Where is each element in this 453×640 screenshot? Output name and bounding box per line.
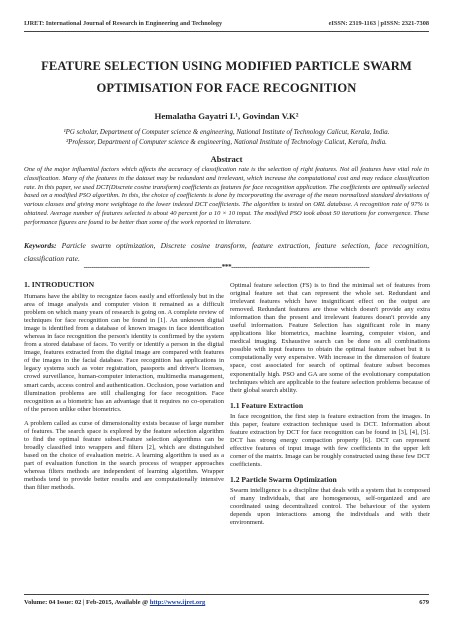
abstract-text: One of the major influential factors which affects the accuracy of classification rate is the selection of right features. Not all features have vital role in classification. Many of the features in the dataset may be redundant and irrelevant, which increase the computational cost and may reduce classification rate. In this paper, we used DCT(Discrete cosine transform) coefficients as features for face recognition application. The coefficients are optimally selected based on a modified PSO algorithm. In this, the choice of coefficients is done by incorporating the average of the mean normalized standard deviations of various classes and giving more weightage to the lower indexed DCT coefficients. The algorithm is tested on ORL database. A recognition rate of 97% is obtained. Average number of features selected is about 40 percent for a 10 × 10 input. The modified PSO took about 50 iterations for convergence. These performance figures are found to be better than some of the work reported in literature. xyxy=(24,166,429,226)
introduction-heading: 1. INTRODUCTION xyxy=(24,280,95,289)
keywords-text: Particle swarm optimization, Discrete cosine transform, feature extraction, feature selection, face recognition, classification rate. xyxy=(24,241,429,263)
journal-link[interactable]: http://www.ijret.org xyxy=(149,599,206,606)
title-line-2: OPTIMISATION FOR FACE RECOGNITION xyxy=(96,81,357,95)
pso-paragraph: Swarm intelligence is a discipline that deals with a system that is composed of many individuals, that are homogeneous, self-organized and are coordinated using decentralized control. The behaviour of the system depends upon interactions among the individuals and with their environment. xyxy=(230,486,430,527)
volume-info: Volume: 04 Issue: 02 | Feb-2015, Available @ xyxy=(24,599,150,606)
left-column xyxy=(24,280,224,498)
affiliations xyxy=(24,128,429,148)
page-number: 679 xyxy=(419,599,429,606)
page-footer xyxy=(24,599,429,606)
intro-paragraph-1: Humans have the ability to recognize faces easily and effortlessly but in the area of image analysis and computer vision it remained as a difficult problem on which many years of research is going on. A complete review of techniques for face recognition can be found in [1]. An unknown digital image is identified from a database of known images in face identification whereas in face recognition the person's identity is confirmed by the system from a stored database of faces. To verify or identify a person in the digital image, features extracted from the digital image are compared with features of the images in the facial database. Face recognition has applications in legacy systems such as voter registration, passports and driver's licenses, crowd surveillance, human-computer interaction, multimedia management, smart cards, access control and authentication. Occlusion, pose variation and illumination problems are still challenging for face recognition. Face recognition as a biometric has an advantage that it requires no co-operation of the person unlike other biometrics. xyxy=(24,293,224,413)
pso-heading: 1.2 Particle Swarm Optimization xyxy=(230,474,337,484)
keywords xyxy=(24,239,429,265)
footer-volume xyxy=(24,599,205,606)
issn-info: eISSN: 2319-1163 | pISSN: 2321-7308 xyxy=(328,20,429,27)
affiliation-1: ¹PG scholar, Department of Computer science & engineering, National Institute of Technology Calicut, Kerala, India. xyxy=(63,129,390,136)
feature-selection-paragraph: Optimal feature selection (FS) is to find the minimal set of features from original feature set that can represent the whole set. Redundant and irrelevant features which have insignificant effect on the output are removed. Redundant features are those which doesn't provide any extra information than the present and irrelevant features doesn't provide any useful information. Feature Selection has significant role in many applications like biometrics, machine learning, computer vision, and medical imaging. Exhaustive search can be done on all combinations possible with input features to obtain the optimal feature subset but it is computationally very expensive. With increase in the dimension of feature space, cost associated for search of optimal feature subset becomes exponentially high. PSO and GA are some of the evolutionary computation techniques which are applicable to the feature selection problems because of their global search ability. xyxy=(230,282,430,394)
section-separator: --------------------------------------------------------------------***-------------------------------------------------------------------- xyxy=(83,263,370,271)
affiliation-2: ²Professor, Department of Computer science & engineering, National Institute of Technology Calicut, Kerala, India. xyxy=(66,139,387,146)
abstract-heading: Abstract xyxy=(210,154,243,164)
title-line-1: FEATURE SELECTION USING MODIFIED PARTICLE SWARM xyxy=(41,59,412,73)
running-header xyxy=(24,20,429,27)
feature-extraction-paragraph: In face recognition, the first step is feature extraction from the images. In this paper, feature extraction technique used is DCT. Information about feature extraction by DCT for face recognition can be found in [3], [4], [5]. DCT has strong energy compaction property [6]. DCT can represent effective features of input image with few coefficients in the upper left corner of the matrix. Image can be roughly constructed using these few DCT coefficients. xyxy=(230,412,430,468)
intro-paragraph-2: A problem called as curse of dimensionality exists because of large number of features. The search space is explored by the feature selection algorithm to find the optimal feature subset.Feature selection algorithms can be broadly classified into wrappers and filters [2], which are distinguished based on the choice of evaluation metric. A learning algorithm is used as a part of evaluation function in the search process of wrapper approaches whereas filters methods are independent of learning algorithm. Wrapper methods tend to provide better results and are computationally intensive than filter methods. xyxy=(24,419,224,492)
right-column xyxy=(230,282,430,533)
header-rule xyxy=(24,31,429,32)
keywords-label: Keywords: xyxy=(24,241,57,250)
feature-extraction-heading: 1.1 Feature Extraction xyxy=(230,400,304,410)
footer-rule xyxy=(24,594,429,595)
journal-name: IJRET: International Journal of Research in Engineering and Technology xyxy=(24,20,223,27)
author-list: Hemalatha Gayatri I.¹, Govindan V.K² xyxy=(154,111,299,121)
paper-title xyxy=(24,55,429,99)
